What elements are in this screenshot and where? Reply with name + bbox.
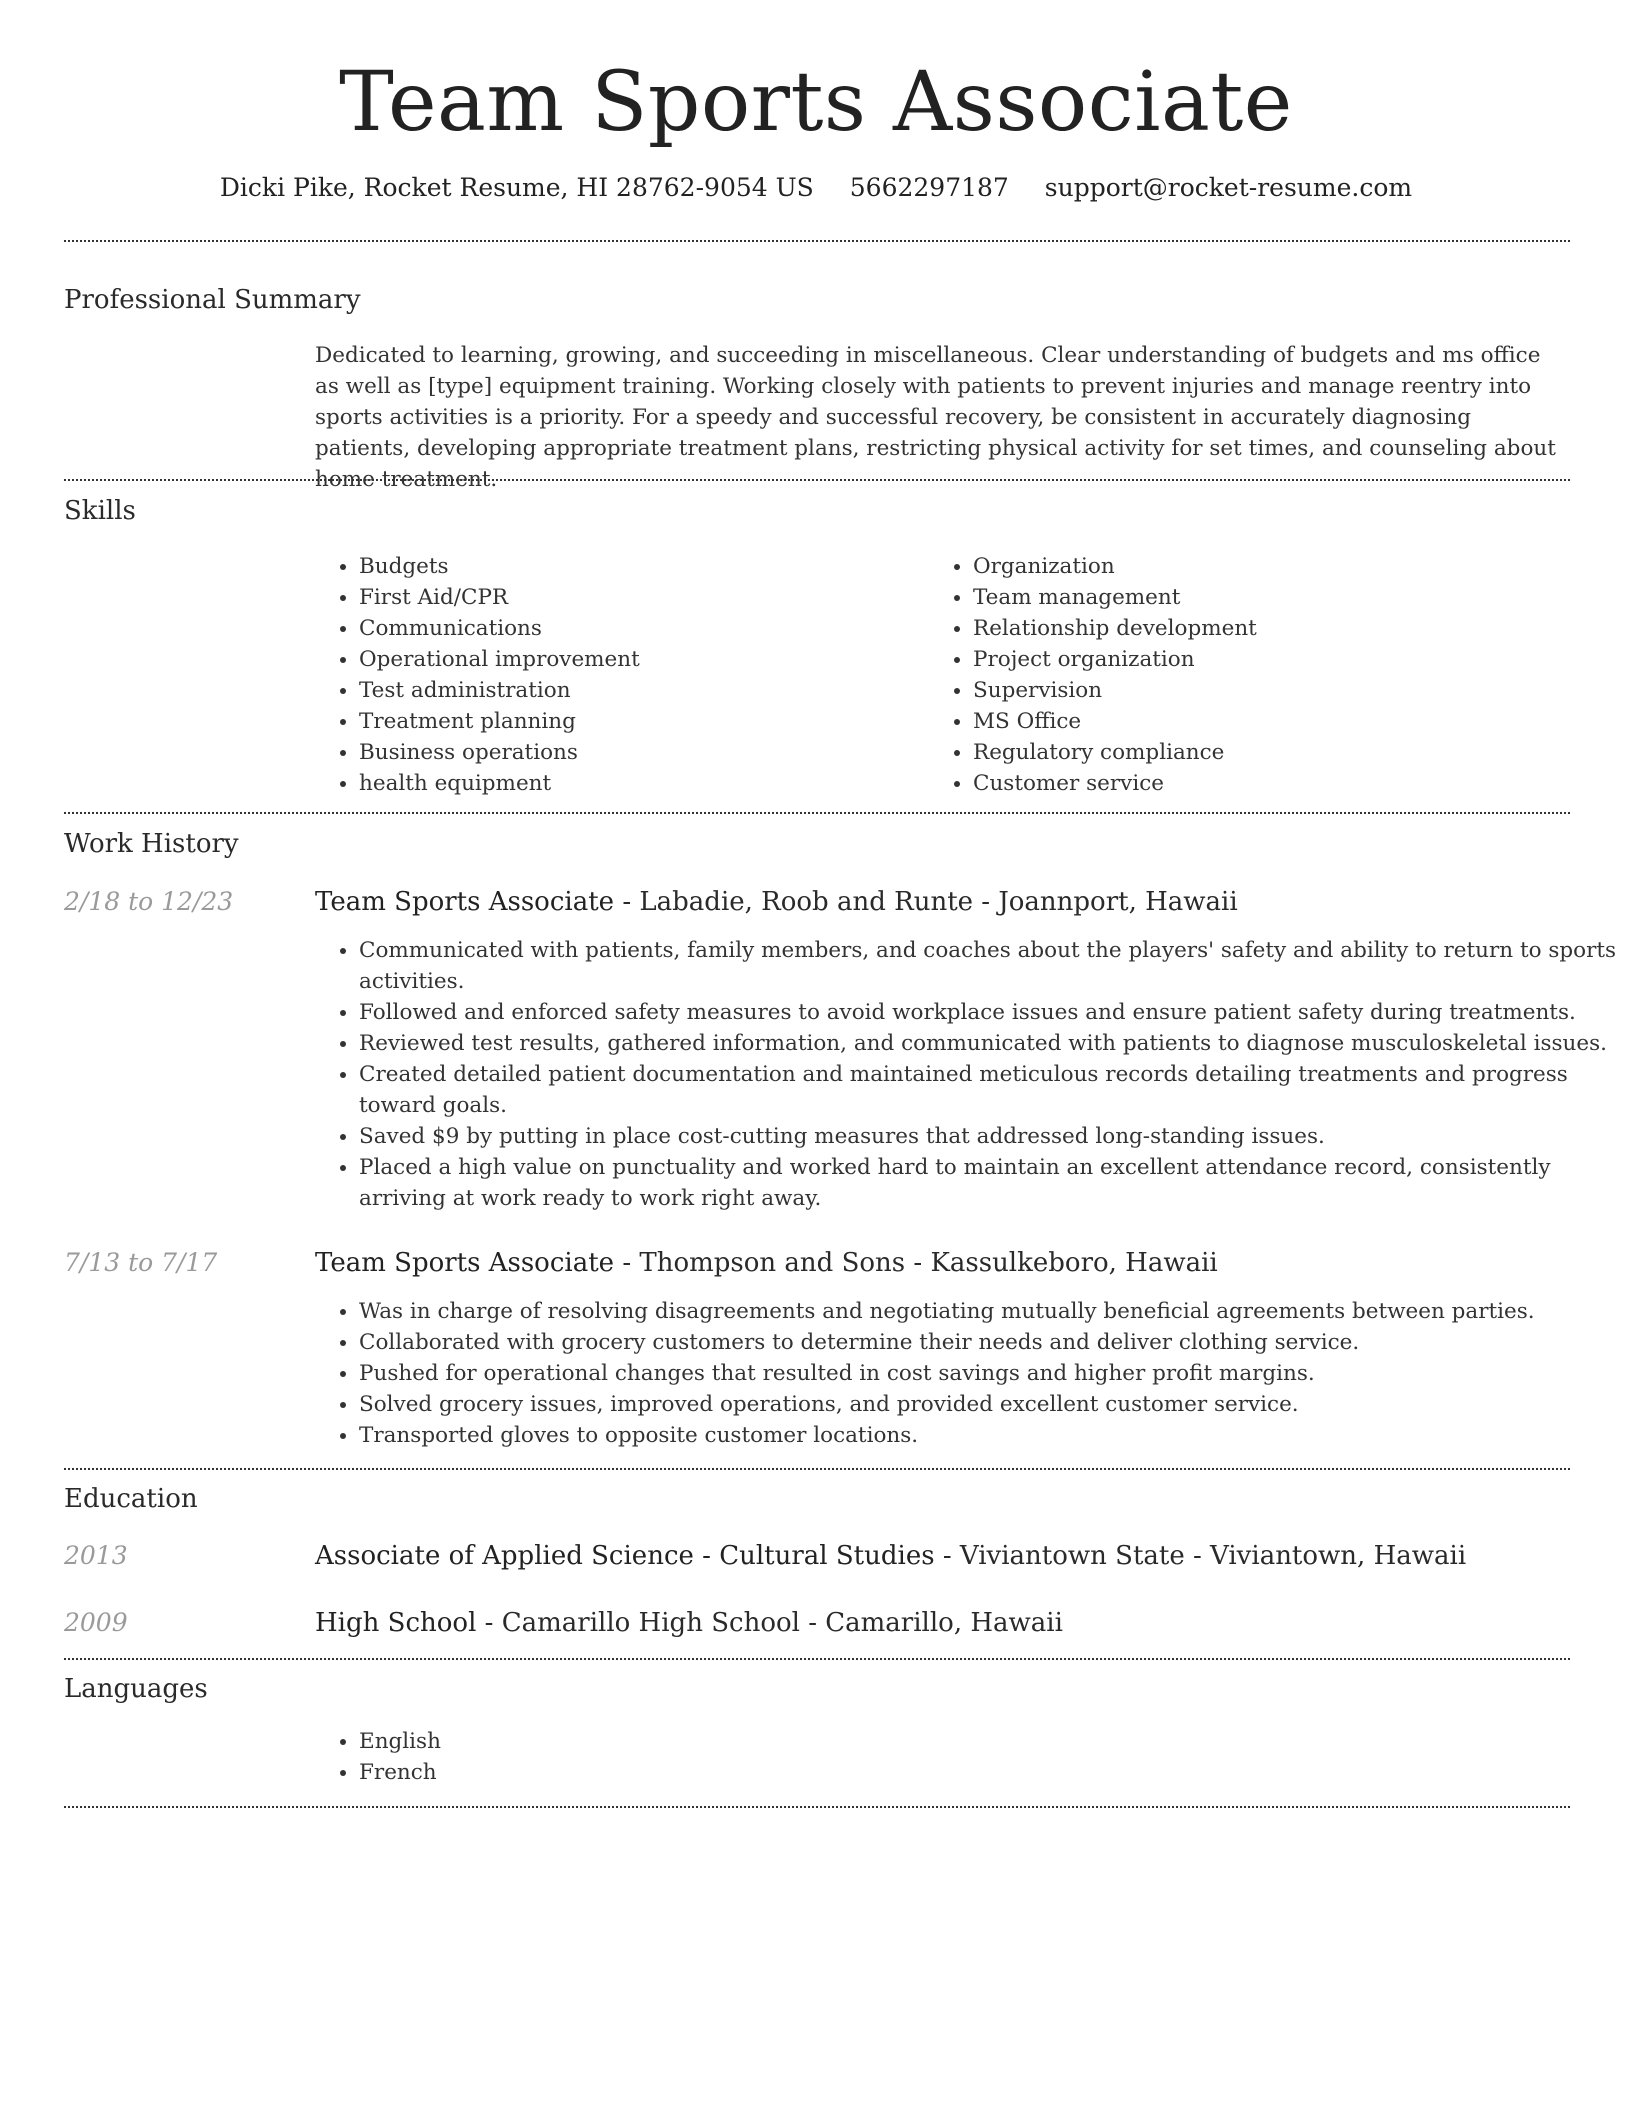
section-heading-skills: Skills [64, 496, 136, 526]
section-heading-education: Education [64, 1484, 198, 1514]
job-company: Thompson and Sons - Kassulkeboro, Hawaii [639, 1248, 1218, 1278]
skill-item: • Budgets [359, 551, 919, 582]
skill-item: • Project organization [973, 644, 1533, 675]
summary-text: Dedicated to learning, growing, and succeeding in miscellaneous. Clear understanding of budgets and ms office as well as [type] equipment training. Working closely with patients to prevent injuries and manage reentry into sports activities is a priority. For a speedy and successful recovery, be consistent in accurately diagnosing patients, developing appropriate treatment plans, restricting physical activity for set times, and counseling about home treatment. [315, 343, 1556, 492]
education-entry [315, 1538, 1466, 1574]
languages-list [315, 1726, 959, 1788]
skill-item: • Customer service [973, 768, 1533, 799]
skill-item: • Communications [359, 613, 919, 644]
divider [64, 240, 1570, 242]
skill-item: • Team management [973, 582, 1533, 613]
job-bullet: • Pushed for operational changes that resulted in cost savings and higher profit margins. [359, 1358, 1619, 1389]
language-item: • English [359, 1726, 959, 1757]
job-dates: 2/18 to 12/23 [64, 887, 234, 916]
divider [64, 1468, 1570, 1470]
section-heading-languages: Languages [64, 1674, 208, 1704]
education-year: 2013 [64, 1541, 128, 1570]
skill-item: • Operational improvement [359, 644, 919, 675]
skills-list-left [315, 551, 919, 799]
skill-item: • Test administration [359, 675, 919, 706]
section-heading-work: Work History [64, 829, 239, 859]
divider [64, 1806, 1570, 1808]
job-heading [315, 1245, 1218, 1281]
job-separator: - [614, 887, 640, 917]
skill-item: • Regulatory compliance [973, 737, 1533, 768]
job-title: Team Sports Associate [315, 887, 615, 917]
education-separator: - [476, 1608, 502, 1638]
section-heading-summary: Professional Summary [64, 285, 361, 315]
divider [64, 479, 1570, 481]
job-title: Team Sports Associate [315, 1248, 615, 1278]
contact-email: support@rocket-resume.com [1044, 173, 1413, 202]
job-bullet: • Collaborated with grocery customers to determine their needs and deliver clothing service. [359, 1327, 1619, 1358]
skill-item: • Supervision [973, 675, 1533, 706]
skill-item: • health equipment [359, 768, 919, 799]
job-bullet: • Followed and enforced safety measures to avoid workplace issues and ensure patient safety during treatments. [359, 997, 1619, 1028]
education-degree: Associate of Applied Science - Cultural Studies [315, 1541, 935, 1571]
job-separator: - [614, 1248, 640, 1278]
education-year: 2009 [64, 1608, 128, 1637]
job-company: Labadie, Roob and Runte - Joannport, Hawaii [639, 887, 1238, 917]
education-entry [315, 1605, 1063, 1641]
divider [64, 812, 1570, 814]
job-bullet: • Reviewed test results, gathered information, and communicated with patients to diagnose musculoskeletal issues. [359, 1028, 1619, 1059]
skill-item: • Treatment planning [359, 706, 919, 737]
job-bullet: • Solved grocery issues, improved operations, and provided excellent customer service. [359, 1389, 1619, 1420]
skill-item: • MS Office [973, 706, 1533, 737]
job-bullet: • Communicated with patients, family members, and coaches about the players' safety and ability to return to sports activities. [359, 935, 1619, 997]
skill-item: • First Aid/CPR [359, 582, 919, 613]
education-school: Camarillo High School - Camarillo, Hawaii [501, 1608, 1063, 1638]
resume-title: Team Sports Associate [339, 55, 1293, 150]
skill-item: • Business operations [359, 737, 919, 768]
job-bullets [315, 1296, 1619, 1451]
job-bullet: • Placed a high value on punctuality and worked hard to maintain an excellent attendance record, consistently arriving at work ready to work right away. [359, 1152, 1619, 1214]
skills-list-right [929, 551, 1533, 799]
language-item: • French [359, 1757, 959, 1788]
job-dates: 7/13 to 7/17 [64, 1248, 218, 1277]
education-separator: - [934, 1541, 960, 1571]
contact-line [0, 170, 1632, 206]
job-bullet: • Created detailed patient documentation and maintained meticulous records detailing treatments and progress toward goals. [359, 1059, 1619, 1121]
contact-phone: 5662297187 [849, 173, 1009, 202]
education-school: Viviantown State - Viviantown, Hawaii [959, 1541, 1467, 1571]
job-heading [315, 884, 1238, 920]
job-bullet: • Saved $9 by putting in place cost-cutting measures that addressed long-standing issues. [359, 1121, 1619, 1152]
job-bullet: • Was in charge of resolving disagreements and negotiating mutually beneficial agreements between parties. [359, 1296, 1619, 1327]
job-bullet: • Transported gloves to opposite customer locations. [359, 1420, 1619, 1451]
job-bullets [315, 935, 1619, 1214]
skill-item: • Relationship development [973, 613, 1533, 644]
contact-address: Dicki Pike, Rocket Resume, HI 28762-9054 US [219, 173, 814, 202]
skill-item: • Organization [973, 551, 1533, 582]
divider [64, 1658, 1570, 1660]
education-degree: High School [315, 1608, 477, 1638]
